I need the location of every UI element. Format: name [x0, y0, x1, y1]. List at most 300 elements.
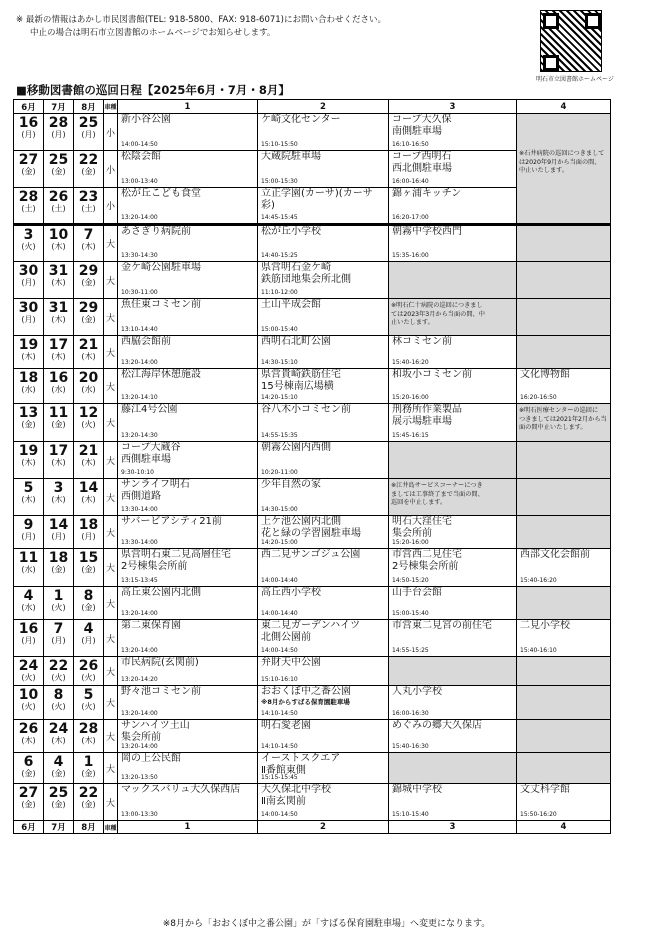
- date-july: [44, 336, 74, 369]
- date-june: [14, 225, 44, 262]
- stop-name: 県営明石金ケ崎 鉄筋団地集会所北側: [261, 262, 351, 285]
- stop-name: 文丈科学館: [520, 784, 570, 795]
- date-july: [44, 657, 74, 686]
- stop-time: 13:15-13:45: [121, 577, 158, 584]
- date-july: [44, 516, 74, 549]
- weekday: (月): [51, 129, 66, 139]
- weekday: (火): [21, 672, 36, 682]
- table-row: [14, 657, 611, 686]
- date-july: [44, 479, 74, 516]
- vehicle-type: 小: [104, 188, 118, 225]
- stop-2: [258, 442, 389, 479]
- stop-2: [258, 404, 389, 442]
- day-number: 31: [48, 263, 69, 279]
- stop-time: 15:10-15:50: [261, 141, 298, 148]
- weekday: (火): [81, 701, 96, 711]
- stop-time: 13:20-14:00: [121, 743, 158, 750]
- vehicle-type: 大: [104, 784, 118, 821]
- weekday: (木): [81, 457, 96, 467]
- stop-time: 14:10-14:50: [261, 710, 298, 717]
- stop-name: 大蔵院駐車場: [261, 151, 321, 162]
- stop-1: [118, 369, 258, 404]
- weekday: (月): [21, 129, 36, 139]
- footer-header-june: 6月: [14, 821, 44, 834]
- suspension-note: ※石井病院の巡回につきまして は2020年9月から当面の間、 中止いたします。: [519, 150, 605, 174]
- date-june: [14, 442, 44, 479]
- date-july: [44, 720, 74, 753]
- day-number: 25: [48, 152, 69, 168]
- stop-unavailable: [517, 479, 611, 516]
- date-june: [14, 686, 44, 720]
- stop-name: 松陰会館: [121, 151, 161, 162]
- stop-4: [517, 549, 611, 587]
- stop-1: [118, 262, 258, 299]
- stop-time: 13:20-14:00: [121, 359, 158, 366]
- stop-name: 魚住東コミセン前: [121, 299, 201, 310]
- stop-time: 14:40-15:25: [261, 252, 298, 259]
- date-august: [74, 114, 104, 151]
- stop-1: [118, 479, 258, 516]
- stop-unavailable: [517, 720, 611, 753]
- stop-1: [118, 299, 258, 336]
- stop-time: 16:10-16:50: [392, 141, 429, 148]
- date-july: [44, 442, 74, 479]
- weekday: (木): [51, 735, 66, 745]
- stop-time: 15:40-16:20: [392, 359, 429, 366]
- qr-caption: 明石市立図書館ホームページ: [536, 76, 614, 83]
- weekday: (火): [81, 672, 96, 682]
- day-number: 20: [78, 370, 99, 386]
- date-june: [14, 336, 44, 369]
- suspension-note: ※江井島サービスコーナーにつき ましては工事終了まで当面の間、 巡回を中止します。: [391, 482, 484, 506]
- day-number: 11: [18, 550, 39, 566]
- stop-1: [118, 686, 258, 720]
- vehicle-type: 大: [104, 720, 118, 753]
- header-stop-1: 1: [118, 100, 258, 114]
- weekday: (金): [21, 166, 36, 176]
- weekday: (水): [51, 384, 66, 394]
- date-june: [14, 516, 44, 549]
- stop-2: [258, 753, 389, 784]
- stop-name: 刑務所作業製品 展示場駐車場: [392, 404, 462, 427]
- stop-2: [258, 188, 389, 225]
- stop-name: 東二見ガーデンハイツ 北側公園前: [261, 620, 361, 643]
- stop-time: 15:15-15:45: [261, 774, 298, 781]
- stop-name: 文化博物館: [520, 369, 570, 380]
- weekday: (土): [81, 203, 96, 213]
- date-july: [44, 369, 74, 404]
- weekday: (火): [81, 419, 96, 429]
- header-stop-2: 2: [258, 100, 389, 114]
- stop-name: マックスバリュ大久保西店: [121, 784, 241, 795]
- stop-3: [389, 369, 517, 404]
- vehicle-type: 大: [104, 442, 118, 479]
- vehicle-type: 大: [104, 587, 118, 620]
- weekday: (月): [81, 129, 96, 139]
- suspension-note: ※明石医療センターの巡回に つきましては2021年2月から当 面の間中止いたします。: [519, 407, 607, 431]
- date-june: [14, 299, 44, 336]
- schedule-table: [13, 99, 611, 834]
- stop-2: [258, 720, 389, 753]
- stop-name: コープ大蔵谷 西側駐車場: [121, 442, 181, 465]
- day-number: 26: [48, 189, 69, 205]
- header-august: 8月: [74, 100, 104, 114]
- stop-name: 松が丘こども食堂: [121, 188, 201, 199]
- day-number: 16: [18, 621, 39, 637]
- day-number: 1: [83, 754, 94, 770]
- stop-time: 13:20-14:00: [121, 214, 158, 221]
- stop-1: [118, 188, 258, 225]
- date-august: [74, 587, 104, 620]
- stop-1: [118, 657, 258, 686]
- table-row: [14, 262, 611, 299]
- stop-unavailable: [389, 479, 517, 516]
- day-number: 5: [23, 480, 34, 496]
- weekday: (金): [81, 314, 96, 324]
- weekday: (木): [51, 277, 66, 287]
- weekday: (木): [21, 494, 36, 504]
- stop-3: [389, 587, 517, 620]
- date-july: [44, 753, 74, 784]
- stop-time: 15:40-16:30: [392, 743, 429, 750]
- stop-1: [118, 587, 258, 620]
- stop-name: サンハイツ土山 集会所前: [121, 720, 190, 743]
- stop-1: [118, 442, 258, 479]
- weekday: (火): [21, 241, 36, 251]
- day-number: 27: [18, 152, 39, 168]
- weekday: (水): [21, 564, 36, 574]
- weekday: (金): [51, 166, 66, 176]
- date-august: [74, 442, 104, 479]
- weekday: (月): [21, 314, 36, 324]
- weekday: (木): [51, 457, 66, 467]
- day-number: 26: [78, 658, 99, 674]
- stop-name: 松が丘小学校: [261, 226, 321, 237]
- stop-time: 14:00-14:40: [261, 577, 298, 584]
- weekday: (月): [51, 531, 66, 541]
- table-row: [14, 620, 611, 657]
- stop-2: [258, 549, 389, 587]
- weekday: (木): [81, 735, 96, 745]
- day-number: 1: [53, 588, 64, 604]
- stop-name: イーストスクエア Ⅱ番館東側: [261, 753, 341, 776]
- stop-time: 11:10-12:00: [261, 289, 298, 296]
- day-number: 14: [78, 480, 99, 496]
- stop-name: あさぎり病院前: [121, 226, 191, 237]
- stop-time: 13:30-14:30: [121, 252, 158, 259]
- date-june: [14, 404, 44, 442]
- date-june: [14, 620, 44, 657]
- weekday: (月): [51, 635, 66, 645]
- day-number: 25: [48, 785, 69, 801]
- table-row: [14, 587, 611, 620]
- date-july: [44, 587, 74, 620]
- header-june: 6月: [14, 100, 44, 114]
- vehicle-type: 大: [104, 262, 118, 299]
- table-row: [14, 479, 611, 516]
- date-june: [14, 262, 44, 299]
- date-july: [44, 784, 74, 821]
- stop-name: 立正学園(カーサ)(カーサ彩): [261, 188, 373, 211]
- stop-name: 高丘西小学校: [261, 587, 321, 598]
- stop-time: 14:00-14:50: [121, 141, 158, 148]
- day-number: 5: [83, 687, 94, 703]
- table-row: [14, 404, 611, 442]
- stop-change-note: ※8月からすばる保育園駐車場: [261, 698, 350, 706]
- weekday: (月): [21, 277, 36, 287]
- weekday: (金): [81, 799, 96, 809]
- stop-3: [389, 225, 517, 262]
- stop-time: 14:00-14:50: [261, 647, 298, 654]
- stop-time: 15:00-15:40: [261, 326, 298, 333]
- day-number: 24: [48, 721, 69, 737]
- vehicle-type: 小: [104, 114, 118, 151]
- table-footer-header: [14, 821, 611, 834]
- day-number: 8: [53, 687, 64, 703]
- date-june: [14, 151, 44, 188]
- stop-unavailable: [517, 686, 611, 720]
- stop-unavailable: [517, 516, 611, 549]
- stop-name: 西脇会館前: [121, 336, 171, 347]
- stop-unavailable: [389, 299, 517, 336]
- weekday: (金): [81, 277, 96, 287]
- stop-time: 13:20-14:30: [121, 432, 158, 439]
- stop-name: 少年自然の家: [261, 479, 321, 490]
- date-august: [74, 299, 104, 336]
- day-number: 18: [78, 517, 99, 533]
- stop-name: 明石大窪住宅 集会所前: [392, 516, 452, 539]
- stop-unavailable: [517, 114, 611, 225]
- date-august: [74, 262, 104, 299]
- weekday: (月): [21, 635, 36, 645]
- stop-time: 15:00-15:30: [261, 178, 298, 185]
- table-row: [14, 516, 611, 549]
- day-number: 28: [78, 721, 99, 737]
- stop-time: 16:20-17:00: [392, 214, 429, 221]
- stop-1: [118, 516, 258, 549]
- day-number: 3: [53, 480, 64, 496]
- day-number: 18: [48, 550, 69, 566]
- stop-time: 13:30-14:00: [121, 506, 158, 513]
- stop-1: [118, 620, 258, 657]
- weekday: (木): [81, 351, 96, 361]
- qr-code-icon[interactable]: [540, 10, 602, 72]
- suspension-note: ※明石仁十病院の巡回につきまし ては2023年3月から当面の間、中 止いたします。: [391, 302, 485, 326]
- weekday: (金): [21, 419, 36, 429]
- date-june: [14, 753, 44, 784]
- stop-3: [389, 114, 517, 151]
- stop-3: [389, 720, 517, 753]
- stop-3: [389, 516, 517, 549]
- stop-unavailable: [517, 225, 611, 262]
- weekday: (木): [51, 494, 66, 504]
- stop-2: [258, 262, 389, 299]
- stop-unavailable: [517, 404, 611, 442]
- stop-name: 西明石北町公園: [261, 336, 331, 347]
- stop-time: 14:50-15:20: [392, 577, 429, 584]
- footer-note: ※8月から「おおくぼ中之番公園」が「すばる保育園駐車場」へ変更になります。: [162, 919, 491, 929]
- date-july: [44, 299, 74, 336]
- stop-1: [118, 225, 258, 262]
- stop-time: 14:45-15:45: [261, 214, 298, 221]
- stop-name: 藤江4号公園: [121, 404, 178, 415]
- stop-3: [389, 620, 517, 657]
- stop-unavailable: [517, 657, 611, 686]
- stop-name: めぐみの郷大久保店: [392, 720, 482, 731]
- date-august: [74, 720, 104, 753]
- day-number: 3: [23, 227, 34, 243]
- stop-2: [258, 225, 389, 262]
- stop-name: 弁財天中公園: [261, 657, 321, 668]
- stop-time: 13:30-14:00: [121, 539, 158, 546]
- day-number: 4: [83, 621, 94, 637]
- stop-time: 13:00-13:40: [121, 178, 158, 185]
- stop-1: [118, 784, 258, 821]
- stop-name: 松江海岸休憩施設: [121, 369, 201, 380]
- weekday: (月): [21, 531, 36, 541]
- day-number: 17: [48, 443, 69, 459]
- day-number: 15: [78, 550, 99, 566]
- date-june: [14, 720, 44, 753]
- stop-name: コープ西明石 西北側駐車場: [392, 151, 452, 174]
- day-number: 10: [18, 687, 39, 703]
- stop-1: [118, 753, 258, 784]
- weekday: (火): [51, 701, 66, 711]
- stop-time: 14:10-14:50: [261, 743, 298, 750]
- table-row: [14, 442, 611, 479]
- date-july: [44, 620, 74, 657]
- stop-2: [258, 299, 389, 336]
- stop-1: [118, 151, 258, 188]
- vehicle-type: 大: [104, 686, 118, 720]
- stop-name: 野々池コミセン前: [121, 686, 201, 697]
- day-number: 11: [48, 405, 69, 421]
- stop-time: 14:55-15:25: [392, 647, 429, 654]
- vehicle-type: 大: [104, 620, 118, 657]
- day-number: 24: [18, 658, 39, 674]
- stop-unavailable: [517, 336, 611, 369]
- stop-name: 朝霧中学校西門: [392, 226, 462, 237]
- date-august: [74, 225, 104, 262]
- day-number: 13: [18, 405, 39, 421]
- day-number: 19: [18, 337, 39, 353]
- table-row: [14, 784, 611, 821]
- stop-unavailable: [517, 587, 611, 620]
- stop-time: 14:00-14:50: [261, 811, 298, 818]
- stop-1: [118, 720, 258, 753]
- stop-3: [389, 549, 517, 587]
- stop-time: 14:30-15:10: [261, 359, 298, 366]
- vehicle-type: 大: [104, 549, 118, 587]
- stop-unavailable: [517, 753, 611, 784]
- stop-unavailable: [517, 262, 611, 299]
- date-july: [44, 549, 74, 587]
- stop-time: 13:20-14:00: [121, 647, 158, 654]
- stop-2: [258, 686, 389, 720]
- weekday: (金): [81, 602, 96, 612]
- date-august: [74, 753, 104, 784]
- date-july: [44, 114, 74, 151]
- footer-header-stop-2: 2: [258, 821, 389, 834]
- day-number: 23: [78, 189, 99, 205]
- day-number: 29: [78, 300, 99, 316]
- stop-2: [258, 587, 389, 620]
- stop-name: 朝霧公園内西側: [261, 442, 331, 453]
- stop-name: 二見小学校: [520, 620, 570, 631]
- stop-2: [258, 784, 389, 821]
- stop-2: [258, 369, 389, 404]
- stop-2: [258, 336, 389, 369]
- date-august: [74, 336, 104, 369]
- day-number: 31: [48, 300, 69, 316]
- weekday: (金): [51, 768, 66, 778]
- date-august: [74, 151, 104, 188]
- day-number: 8: [83, 588, 94, 604]
- notice-line-1: ※ 最新の情報はあかし市民図書館(TEL: 918-5800、FAX: 918-6071)にお問い合わせください。: [16, 15, 386, 25]
- stop-name: 西部文化会館前: [520, 549, 590, 560]
- stop-time: 15:10-16:10: [261, 676, 298, 683]
- weekday: (水): [81, 384, 96, 394]
- date-july: [44, 404, 74, 442]
- day-number: 10: [48, 227, 69, 243]
- day-number: 21: [78, 337, 99, 353]
- stop-name: 大久保北中学校 Ⅱ南玄関前: [261, 784, 331, 807]
- day-number: 9: [23, 517, 34, 533]
- day-number: 16: [18, 115, 39, 131]
- stop-name: おおくぼ中之番公園: [261, 686, 351, 697]
- stop-3: [389, 686, 517, 720]
- day-number: 14: [48, 517, 69, 533]
- day-number: 27: [18, 785, 39, 801]
- weekday: (火): [51, 602, 66, 612]
- stop-time: 14:00-14:40: [261, 610, 298, 617]
- header-stop-3: 3: [389, 100, 517, 114]
- table-row: [14, 369, 611, 404]
- header-vehicle-type: 車種: [104, 100, 118, 114]
- stop-name: 人丸小学校: [392, 686, 442, 697]
- stop-name: 第二東保育園: [121, 620, 181, 631]
- stop-name: 土山平成会館: [261, 299, 321, 310]
- stop-name: 錦城中学校: [392, 784, 442, 795]
- date-july: [44, 686, 74, 720]
- vehicle-type: 大: [104, 299, 118, 336]
- day-number: 21: [78, 443, 99, 459]
- weekday: (金): [51, 799, 66, 809]
- stop-time: 14:30-15:00: [261, 506, 298, 513]
- vehicle-type: 大: [104, 753, 118, 784]
- vehicle-type: 大: [104, 369, 118, 404]
- table-row: [14, 336, 611, 369]
- stop-name: 市営東二見宮の前住宅: [392, 620, 492, 631]
- weekday: (木): [51, 351, 66, 361]
- stop-1: [118, 549, 258, 587]
- day-number: 22: [78, 152, 99, 168]
- weekday: (木): [81, 241, 96, 251]
- day-number: 16: [48, 370, 69, 386]
- weekday: (金): [51, 564, 66, 574]
- stop-name: 山手台会館: [392, 587, 442, 598]
- stop-unavailable: [517, 299, 611, 336]
- date-august: [74, 620, 104, 657]
- weekday: (金): [21, 799, 36, 809]
- day-number: 30: [18, 300, 39, 316]
- day-number: 4: [23, 588, 34, 604]
- date-august: [74, 686, 104, 720]
- stop-name: コープ大久保 南側駐車場: [392, 114, 452, 137]
- stop-time: 16:00-16:40: [392, 178, 429, 185]
- stop-2: [258, 620, 389, 657]
- day-number: 22: [78, 785, 99, 801]
